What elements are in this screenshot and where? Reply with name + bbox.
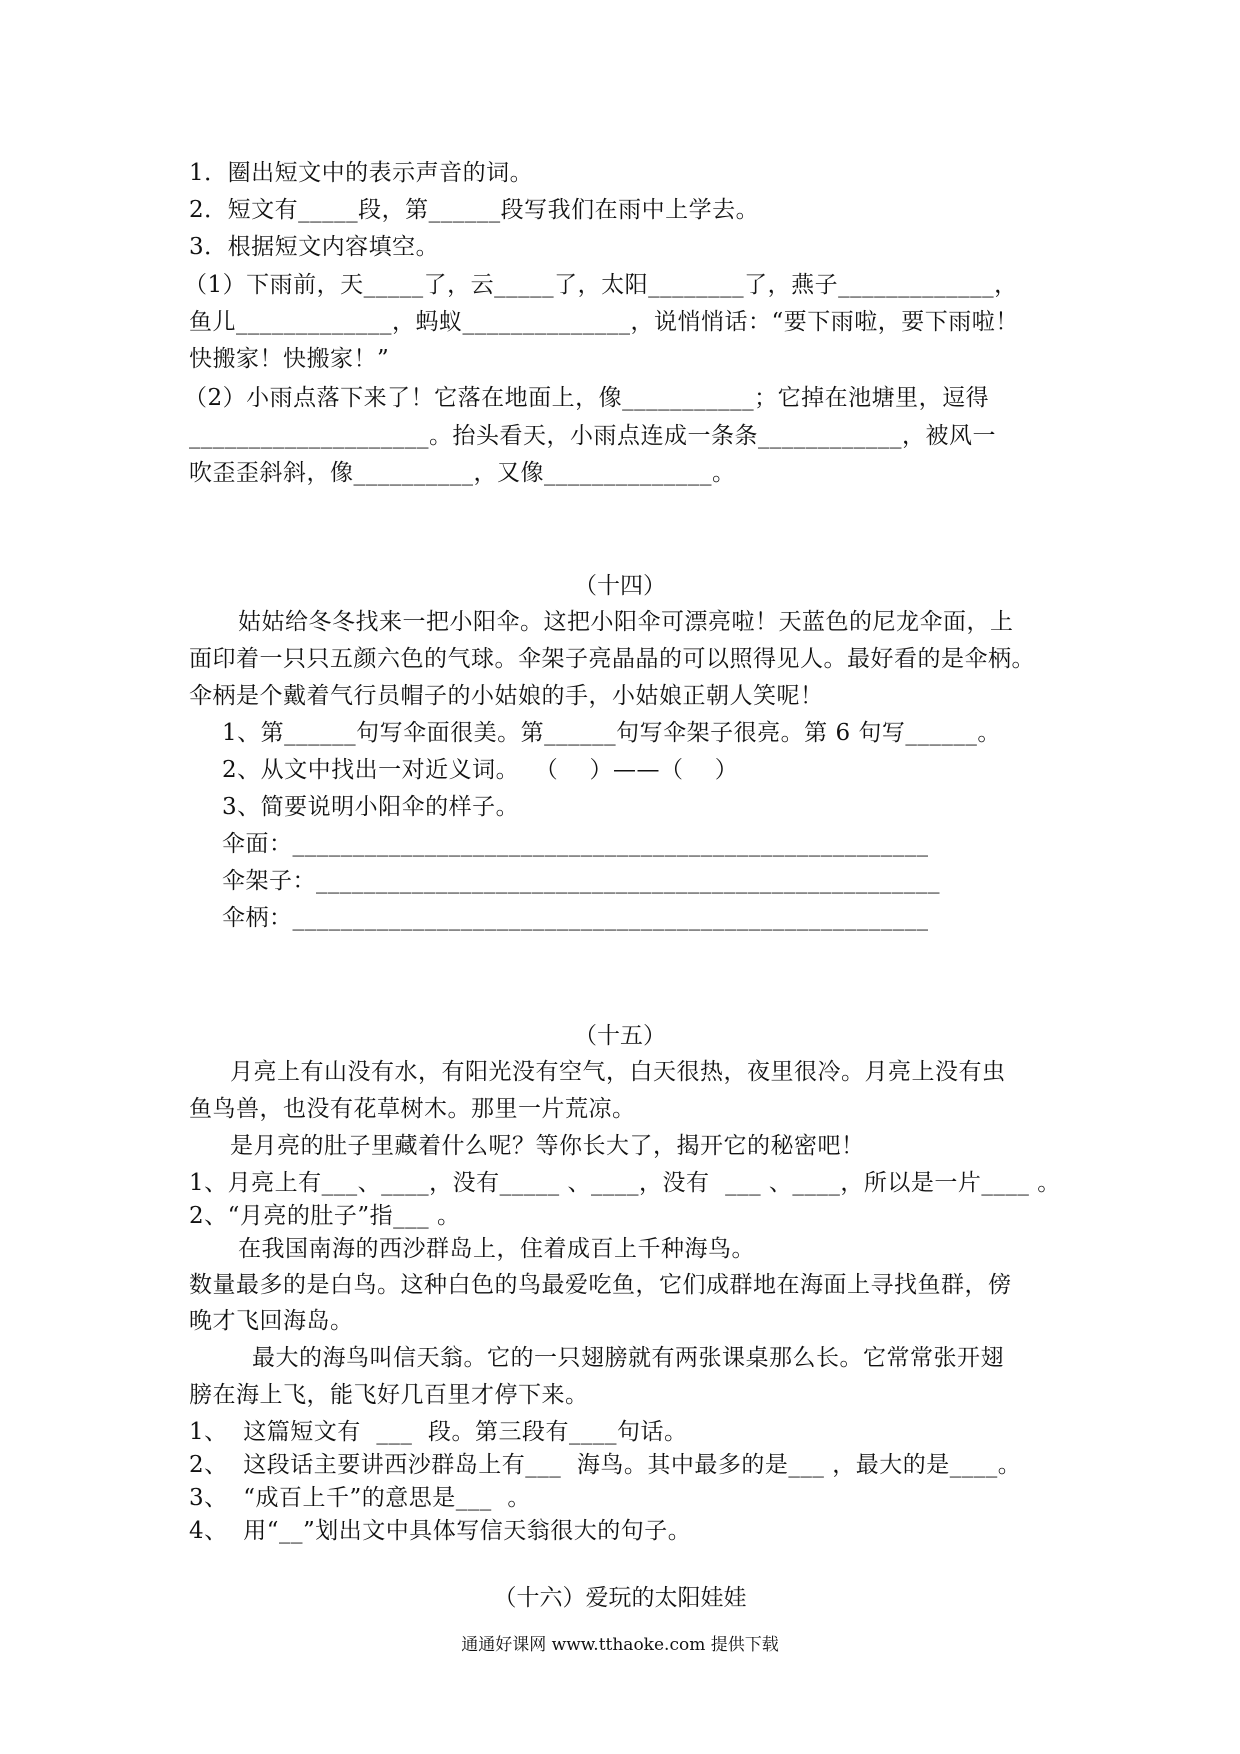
s16-title: （十六）爱玩的太阳娃娃 — [493, 1585, 747, 1611]
s15-question-4: 2、 这段话主要讲西沙群岛上有___ 海鸟。其中最多的是___ ，最大的是____。 — [189, 1452, 1022, 1478]
s15-question-3: 1、 这篇短文有 ___ 段。第三段有____句话。 — [189, 1419, 688, 1445]
s14-title: （十四） — [574, 573, 666, 599]
s14-answer-umbrella-surface: 伞面：_____________________________________________________ — [222, 831, 929, 857]
s13-q3-2-line1: （2）小雨点落下来了！它落在地面上，像___________；它掉在池塘里，逗得 — [184, 385, 990, 411]
s13-question-1: 1．圈出短文中的表示声音的词。 — [189, 160, 534, 186]
s15-para-line1: 月亮上有山没有水，有阳光没有空气，白天很热，夜里很冷。月亮上没有虫 — [230, 1059, 1006, 1085]
s14-question-3: 3、简要说明小阳伞的样子。 — [222, 794, 520, 820]
s14-question-2: 2、从文中找出一对近义词。 （ ）——（ ） — [222, 757, 739, 783]
s13-q3-1-line1: （1）下雨前，天_____了，云_____了，太阳________了，燕子_____________， — [184, 272, 1018, 298]
s15-p2-line1: 在我国南海的西沙群岛上，住着成百上千种海鸟。 — [238, 1236, 755, 1262]
s13-q3-2-line2: ____________________。抬头看天，小雨点连成一条条____________，被风一 — [189, 423, 996, 449]
s15-p2-line2: 数量最多的是白鸟。这种白色的鸟最爱吃鱼，它们成群地在海面上寻找鱼群，傍 — [189, 1272, 1012, 1298]
s15-p2-line5: 膀在海上飞，能飞好几百里才停下来。 — [189, 1382, 589, 1408]
s15-question-1: 1、月亮上有___、____，没有_____ 、____，没有 ___ 、____，所以是一片____ 。 — [189, 1170, 1061, 1196]
s15-title: （十五） — [574, 1023, 666, 1049]
s13-question-2: 2．短文有_____段，第______段写我们在雨中上学去。 — [189, 197, 760, 223]
page-footer: 通通好课网 www.tthaoke.com 提供下载 — [461, 1635, 779, 1655]
s15-p2-line3: 晚才飞回海岛。 — [189, 1308, 354, 1334]
s14-question-1: 1、第______句写伞面很美。第______句写伞架子很亮。第 6 句写______。 — [222, 720, 1001, 746]
s15-p2-line4: 最大的海鸟叫信天翁。它的一只翅膀就有两张课桌那么长。它常常张开翅 — [252, 1345, 1004, 1371]
s13-q3-1-line3: 快搬家！快搬家！” — [189, 346, 390, 372]
s13-q3-1-line2: 鱼儿_____________，蚂蚁______________，说悄悄话：“要下雨啦，要下雨啦！ — [189, 309, 1019, 335]
s14-answer-umbrella-handle: 伞柄：_____________________________________________________ — [222, 905, 929, 931]
s15-question-6: 4、 用“__”划出文中具体写信天翁很大的句子。 — [189, 1518, 692, 1544]
s14-para-line2: 面印着一只只五颜六色的气球。伞架子亮晶晶的可以照得见人。最好看的是伞柄。 — [189, 646, 1035, 672]
s15-para-line3: 是月亮的肚子里藏着什么呢？等你长大了，揭开它的秘密吧！ — [230, 1133, 865, 1159]
s14-para-line3: 伞柄是个戴着气行员帽子的小姑娘的手，小姑娘正朝人笑呢！ — [189, 683, 824, 709]
s15-para-line2: 鱼鸟兽，也没有花草树木。那里一片荒凉。 — [189, 1096, 636, 1122]
s14-para-line1: 姑姑给冬冬找来一把小阳伞。这把小阳伞可漂亮啦！天蓝色的尼龙伞面，上 — [238, 609, 1014, 635]
s15-question-5: 3、 “成百上千”的意思是___ 。 — [189, 1485, 531, 1511]
s14-answer-umbrella-frame: 伞架子：____________________________________________________ — [222, 868, 940, 894]
s13-q3-2-line3: 吹歪歪斜斜，像__________，又像______________。 — [189, 460, 736, 486]
s15-question-2: 2、“月亮的肚子”指___ 。 — [189, 1203, 461, 1229]
s13-question-3: 3．根据短文内容填空。 — [189, 234, 440, 260]
